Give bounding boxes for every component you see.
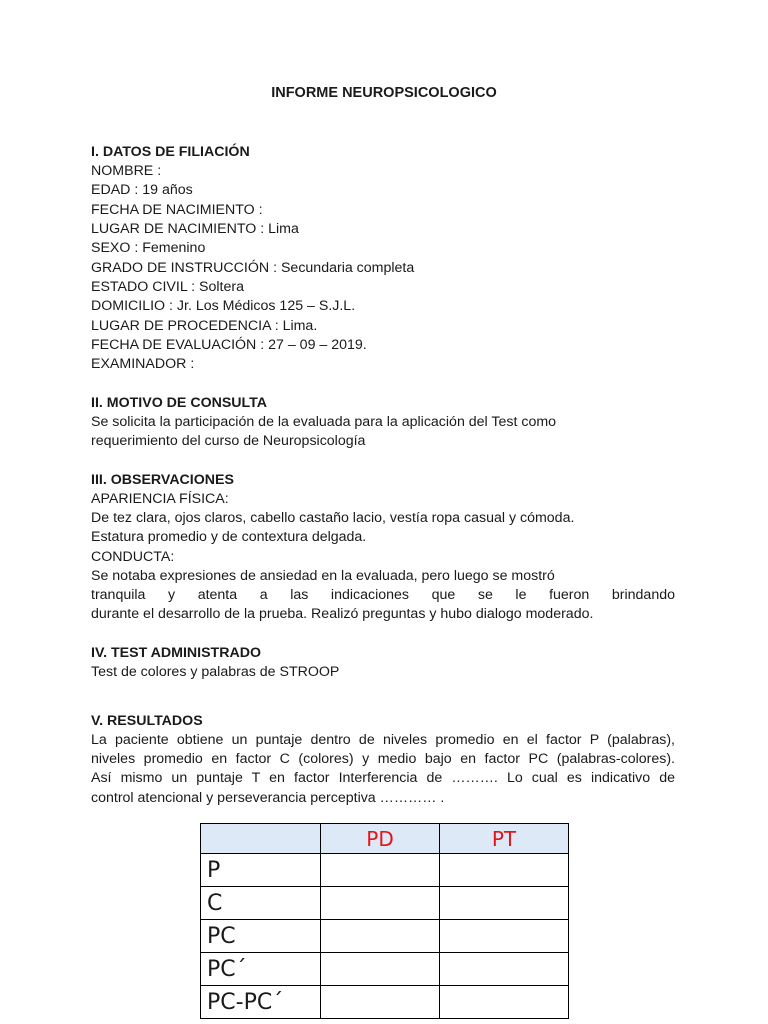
field-edad: EDAD : 19 años xyxy=(91,182,193,198)
subheading-conducta: CONDUCTA: xyxy=(91,549,175,565)
table-row xyxy=(201,920,569,953)
row-label: PC xyxy=(201,920,321,953)
table-row xyxy=(201,953,569,986)
document-title: INFORME NEUROPSICOLOGICO xyxy=(271,85,497,101)
field-lugar-procedencia: LUGAR DE PROCEDENCIA : Lima. xyxy=(91,318,318,334)
paragraph-line: La paciente obtiene un puntaje dentro de niveles promedio en el factor P (palabras), xyxy=(91,732,675,748)
paragraph-line: Se solicita la participación de la evaluada para la aplicación del Test como xyxy=(91,414,557,430)
section-heading-motivo: II. MOTIVO DE CONSULTA xyxy=(91,395,268,411)
table-row xyxy=(201,854,569,887)
table-row xyxy=(201,986,569,1019)
table-header-row xyxy=(201,824,569,854)
row-label: C xyxy=(201,887,321,920)
subheading-apariencia: APARIENCIA FÍSICA: xyxy=(91,491,229,507)
cell-pt xyxy=(440,854,569,887)
paragraph-line: Test de colores y palabras de STROOP xyxy=(91,664,340,680)
cell-pd xyxy=(321,953,440,986)
row-label: PC´ xyxy=(201,953,321,986)
paragraph-line: Estatura promedio y de contextura delgada. xyxy=(91,529,367,545)
paragraph-line: Se notaba expresiones de ansiedad en la evaluada, pero luego se mostró xyxy=(91,568,555,584)
cell-pd xyxy=(321,986,440,1019)
table-header-blank xyxy=(201,824,321,854)
section-heading-datos: I. DATOS DE FILIACIÓN xyxy=(91,144,250,160)
cell-pt xyxy=(440,953,569,986)
section-heading-observaciones: III. OBSERVACIONES xyxy=(91,472,234,488)
table-header-pd: PD xyxy=(321,824,440,854)
field-domicilio: DOMICILIO : Jr. Los Médicos 125 – S.J.L. xyxy=(91,298,356,314)
field-estado-civil: ESTADO CIVIL : Soltera xyxy=(91,279,244,295)
field-grado-instruccion: GRADO DE INSTRUCCIÓN : Secundaria completa xyxy=(91,260,415,276)
section-heading-resultados: V. RESULTADOS xyxy=(91,713,203,729)
field-fecha-evaluacion: FECHA DE EVALUACIÓN : 27 – 09 – 2019. xyxy=(91,337,367,353)
cell-pd xyxy=(321,887,440,920)
results-table xyxy=(200,823,569,1019)
field-examinador: EXAMINADOR : xyxy=(91,356,195,372)
row-label: P xyxy=(201,854,321,887)
section-heading-test: IV. TEST ADMINISTRADO xyxy=(91,645,261,661)
paragraph-line: durante el desarrollo de la prueba. Realizó preguntas y hubo dialogo moderado. xyxy=(91,606,594,622)
field-nombre: NOMBRE : xyxy=(91,163,162,179)
paragraph-line: control atencional y perseverancia perceptiva ………… . xyxy=(91,790,445,806)
cell-pd xyxy=(321,854,440,887)
row-label: PC-PC´ xyxy=(201,986,321,1019)
field-lugar-nacimiento: LUGAR DE NACIMIENTO : Lima xyxy=(91,221,299,237)
cell-pd xyxy=(321,920,440,953)
paragraph-line: De tez clara, ojos claros, cabello castaño lacio, vestía ropa casual y cómoda. xyxy=(91,510,575,526)
paragraph-line: requerimiento del curso de Neuropsicología xyxy=(91,433,366,449)
paragraph-line: Así mismo un puntaje T en factor Interferencia de ………. Lo cual es indicativo de xyxy=(91,770,675,786)
table-header-pt: PT xyxy=(440,824,569,854)
field-sexo: SEXO : Femenino xyxy=(91,240,206,256)
paragraph-line: niveles promedio en factor C (colores) y medio bajo en factor PC (palabras-colores). xyxy=(91,751,675,767)
cell-pt xyxy=(440,887,569,920)
field-fecha-nacimiento: FECHA DE NACIMIENTO : xyxy=(91,202,263,218)
cell-pt xyxy=(440,986,569,1019)
paragraph-line: tranquila y atenta a las indicaciones que se le fueron brindando xyxy=(91,587,675,603)
table-row xyxy=(201,887,569,920)
cell-pt xyxy=(440,920,569,953)
